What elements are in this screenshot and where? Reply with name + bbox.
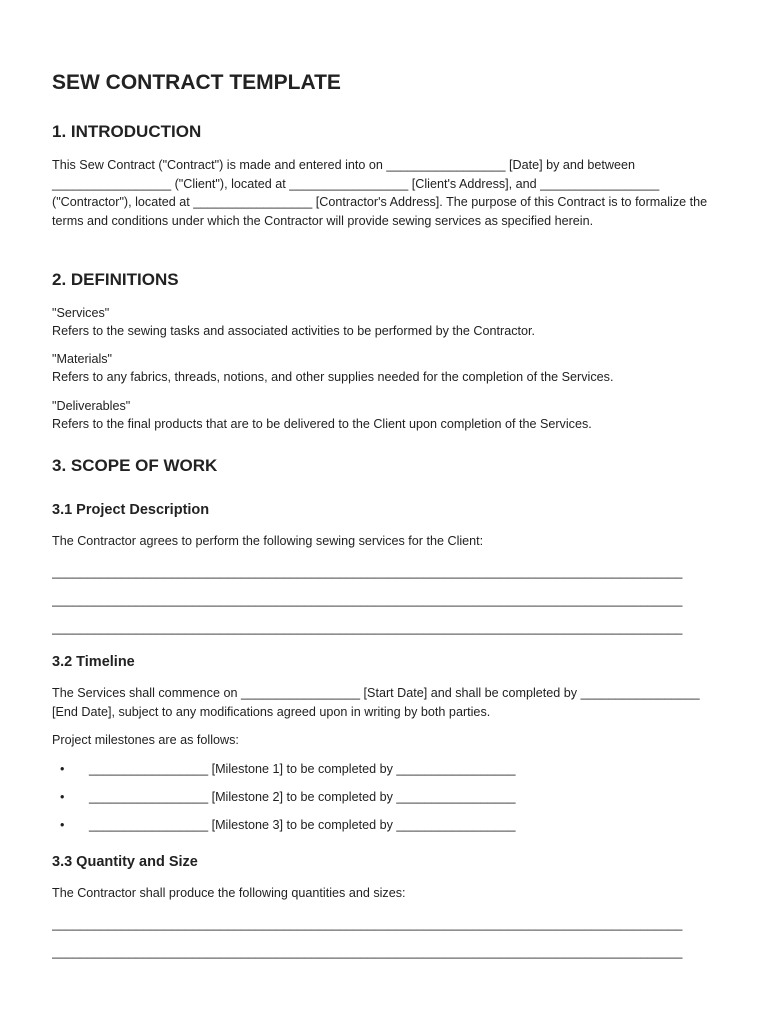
definition-term: "Deliverables" [52, 399, 131, 413]
blank-fill-line: __________________________________________________________________________________________ [52, 917, 683, 931]
blank-fill-line: __________________________________________________________________________________________ [52, 565, 683, 579]
definition-text: Refers to the final products that are to be delivered to the Client upon completion of the Services. [52, 417, 592, 431]
section-heading-introduction: 1. INTRODUCTION [52, 122, 202, 141]
project-description-text: The Contractor agrees to perform the following sewing services for the Client: [52, 534, 484, 548]
definition-term: "Materials" [52, 352, 113, 366]
blank-fill-line: __________________________________________________________________________________________ [52, 593, 683, 607]
milestones-intro: Project milestones are as follows: [52, 733, 239, 747]
introduction-paragraph: This Sew Contract ("Contract") is made and entered into on _________________ [Date] by and between _________________ ("Client"), located at _________________ [Client's Address], and _________________ ("Contractor"), located at _________________ [Contractor's Address]. The purpose of this Contract is to formalize the terms and conditions under which the Contractor will provide sewing services as specified herein. [52, 158, 708, 228]
subsection-heading-project-description: 3.1 Project Description [52, 502, 210, 518]
section-heading-scope-of-work: 3. SCOPE OF WORK [52, 456, 218, 475]
timeline-paragraph: The Services shall commence on _________________ [Start Date] and shall be completed by _________________ [End Date], subject to any modifications agreed upon in writing by both parties. [52, 686, 700, 719]
bullet-marker: • [60, 818, 65, 832]
quantity-text: The Contractor shall produce the following quantities and sizes: [52, 886, 406, 900]
milestone-text: _________________ [Milestone 1] to be completed by _________________ [89, 762, 516, 776]
subsection-heading-timeline: 3.2 Timeline [52, 654, 135, 670]
blank-fill-line: __________________________________________________________________________________________ [52, 621, 683, 635]
document-title: SEW CONTRACT TEMPLATE [52, 71, 341, 94]
subsection-heading-quantity-and-size: 3.3 Quantity and Size [52, 854, 198, 870]
bullet-marker: • [60, 790, 65, 804]
definition-term: "Services" [52, 306, 110, 320]
definition-text: Refers to the sewing tasks and associated activities to be performed by the Contractor. [52, 324, 536, 338]
section-heading-definitions: 2. DEFINITIONS [52, 270, 179, 289]
milestone-text: _________________ [Milestone 3] to be completed by _________________ [89, 818, 516, 832]
definition-text: Refers to any fabrics, threads, notions, and other supplies needed for the completion of the Services. [52, 370, 614, 384]
milestone-text: _________________ [Milestone 2] to be completed by _________________ [89, 790, 516, 804]
bullet-marker: • [60, 762, 65, 776]
blank-fill-line: __________________________________________________________________________________________ [52, 945, 683, 959]
